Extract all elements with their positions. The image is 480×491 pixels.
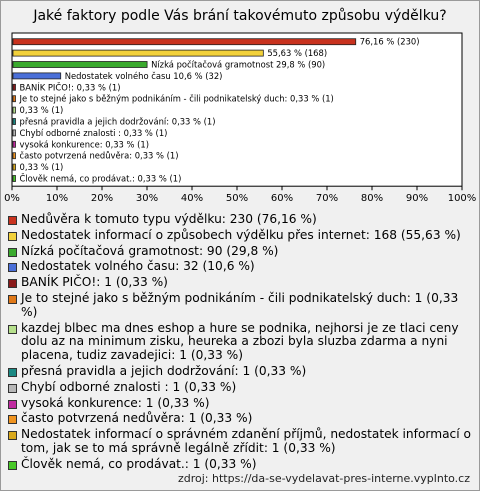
bar-label: 0,33 % (1) — [19, 105, 64, 116]
bar — [13, 96, 16, 102]
legend — [7, 213, 475, 474]
legend-label: Člověk nemá, co prodávat.: 1 (0,33 %) — [21, 456, 257, 471]
legend-item — [7, 397, 475, 411]
bar — [13, 62, 147, 68]
bar-label: Chybí odborné znalosti : 0,33 % (1) — [19, 127, 168, 138]
bar — [13, 141, 16, 147]
bar — [13, 164, 16, 170]
bar-label: 76,16 % (230) — [359, 36, 420, 47]
legend-item — [7, 428, 475, 456]
source-note: zdroj: https://da-se-vydelavat-pres-interne.vyplnto.cz — [177, 472, 470, 485]
x-tick-label: 80% — [360, 193, 384, 205]
x-tick-label: 20% — [90, 193, 114, 205]
legend-swatch — [8, 368, 17, 377]
legend-item — [7, 276, 475, 290]
legend-label: Chybí odborné znalosti : 1 (0,33 %) — [21, 379, 237, 394]
legend-label: vysoká konkurence: 1 (0,33 %) — [21, 395, 210, 410]
bar-label: Nízká počítačová gramotnost 29,8 % (90) — [151, 59, 326, 70]
legend-swatch — [8, 216, 17, 225]
legend-item — [7, 412, 475, 426]
legend-item — [7, 292, 475, 320]
legend-label: Nedostatek informací o způsobech výdělku přes internet: 168 (55,63 %) — [21, 227, 461, 242]
x-tick-label: 40% — [180, 193, 204, 205]
bar-label: vysoká konkurence: 0,33 % (1) — [19, 139, 150, 150]
legend-label: přesná pravidla a jejich dodržování: 1 (0,33 %) — [21, 363, 307, 378]
legend-item — [7, 365, 475, 379]
bar-label: Nedostatek volného času 10,6 % (32) — [64, 70, 223, 81]
legend-item — [7, 245, 475, 259]
legend-label: Nedostatek volného času: 32 (10,6 %) — [21, 259, 255, 274]
legend-label: Nízká počítačová gramotnost: 90 (29,8 %) — [21, 243, 279, 258]
legend-label: často potvrzená nedůvěra: 1 (0,33 %) — [21, 411, 253, 426]
legend-item — [7, 229, 475, 243]
bar-plot — [0, 0, 480, 212]
bar — [13, 73, 61, 79]
legend-label: Nedostatek informací o správném zdanění příjmů, nedostatek informací o tom, jak se to má správně legálně zřídit: 1 (0,33 %) — [21, 427, 471, 455]
legend-swatch — [8, 325, 17, 334]
legend-label: Nedůvěra k tomuto typu výdělku: 230 (76,16 %) — [21, 212, 317, 226]
legend-swatch — [8, 295, 17, 304]
legend-label: kazdej blbec ma dnes eshop a hure se podnika, nejhorsi je ze tlaci ceny dolu az na minimum zisku, heureka a zbozi byla sluzba zdarma a nyni placena, tudiz zavadejici: 1 (0,33 %) — [21, 320, 459, 363]
legend-swatch — [8, 279, 17, 288]
bar-label: často potvrzená nedůvěra: 0,33 % (1) — [19, 150, 179, 161]
legend-item — [7, 213, 475, 227]
bar — [13, 119, 16, 125]
bar-label: 0,33 % (1) — [19, 162, 64, 173]
legend-swatch — [8, 431, 17, 440]
bar — [13, 84, 16, 90]
legend-label: Je to stejné jako s běžným podnikáním - čili podnikatelský duch: 1 (0,33 %) — [21, 290, 459, 319]
bar-label: Člověk nemá, co prodávat.: 0,33 % (1) — [19, 173, 182, 184]
legend-label: BANÍK PIČO!: 1 (0,33 %) — [21, 275, 168, 290]
x-tick-label: 50% — [225, 193, 249, 205]
legend-swatch — [8, 461, 17, 470]
bar — [13, 50, 263, 56]
x-tick-label: 100% — [447, 193, 477, 205]
bar-label: 55,63 % (168) — [267, 48, 328, 59]
legend-swatch — [8, 384, 17, 393]
legend-swatch — [8, 232, 17, 241]
legend-swatch — [8, 415, 17, 424]
legend-item — [7, 322, 475, 363]
legend-item — [7, 260, 475, 274]
legend-item — [7, 458, 475, 472]
x-tick-label: 90% — [405, 193, 429, 205]
legend-item — [7, 381, 475, 395]
bar — [13, 176, 16, 182]
bar — [13, 39, 356, 45]
bar — [13, 153, 16, 159]
x-tick-label: 30% — [135, 193, 159, 205]
bar-label: BANÍK PIČO!: 0,33 % (1) — [19, 82, 121, 93]
x-tick-label: 10% — [45, 193, 69, 205]
legend-swatch — [8, 400, 17, 409]
x-tick-label: 60% — [270, 193, 294, 205]
bar-label: přesná pravidla a jejich dodržování: 0,33 % (1) — [19, 116, 216, 127]
legend-swatch — [8, 248, 17, 257]
x-tick-label: 0% — [4, 193, 20, 205]
bar — [13, 130, 16, 136]
legend-swatch — [8, 263, 17, 272]
bar-label: Je to stejné jako s běžným podnikáním - čili podnikatelský duch: 0,33 % (1) — [19, 93, 334, 104]
x-tick-label: 70% — [315, 193, 339, 205]
bar — [13, 107, 16, 113]
chart-title: Jaké faktory podle Vás brání takovémuto způsobu výdělku? — [33, 8, 447, 24]
